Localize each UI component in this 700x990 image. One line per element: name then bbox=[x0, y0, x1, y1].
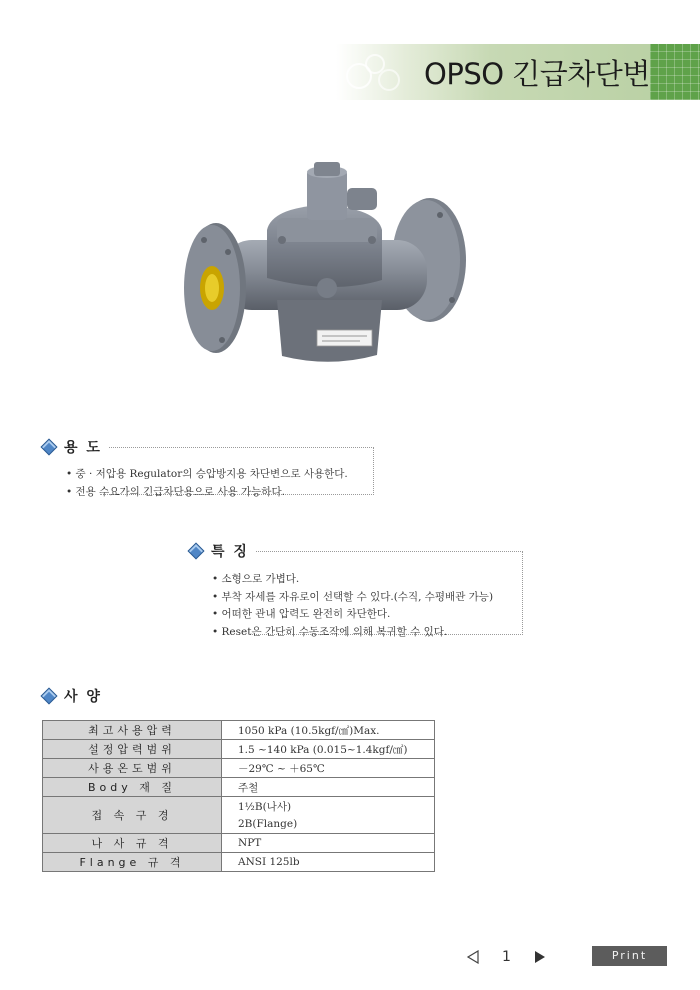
table-row bbox=[43, 853, 435, 872]
table-row bbox=[43, 834, 435, 853]
spec-value: 2B(Flange) bbox=[222, 815, 435, 834]
features-title: 특 징 bbox=[211, 544, 249, 560]
spec-value: NPT bbox=[222, 834, 435, 853]
spec-key: Flange 규 격 bbox=[43, 853, 222, 872]
spec-value: 1050 kPa (10.5kgf/㎠)Max. bbox=[222, 721, 435, 740]
table-row bbox=[43, 759, 435, 778]
table-row bbox=[43, 721, 435, 740]
spec-key: 설정압력범위 bbox=[43, 740, 222, 759]
spec-key: 나 사 규 격 bbox=[43, 834, 222, 853]
usage-section-header bbox=[40, 436, 108, 458]
spec-value: 주철 bbox=[222, 778, 435, 797]
list-item: • Reset은 간단히 수동조작에 의해 복귀할 수 있다. bbox=[212, 624, 493, 642]
spec-key: 최고사용압력 bbox=[43, 721, 222, 740]
valve-product-image bbox=[182, 160, 472, 400]
spec-table bbox=[42, 720, 435, 872]
table-row bbox=[43, 740, 435, 759]
spec-value: －29℃ ~ ＋65℃ bbox=[222, 759, 435, 778]
spec-title: 사 양 bbox=[64, 689, 102, 705]
spec-value: ANSI 125lb bbox=[222, 853, 435, 872]
spec-value: 1.5 ~140 kPa (0.015~1.4kgf/㎠) bbox=[222, 740, 435, 759]
list-item: • 소형으로 가볍다. bbox=[212, 571, 493, 589]
spec-section-header bbox=[40, 685, 102, 707]
table-row bbox=[43, 778, 435, 797]
list-item: • 어떠한 관내 압력도 완전히 차단한다. bbox=[212, 606, 493, 624]
print-button[interactable]: Print bbox=[592, 946, 667, 966]
page-number: 1 bbox=[502, 949, 511, 965]
next-page-icon[interactable] bbox=[533, 950, 547, 964]
diamond-bullet-icon bbox=[188, 543, 205, 560]
decorative-circles bbox=[345, 50, 405, 94]
spec-value: 1½B(나사) bbox=[222, 797, 435, 816]
list-item: • 중 · 저압용 Regulator의 승압방지용 차단변으로 사용한다. bbox=[66, 466, 348, 484]
table-row bbox=[43, 797, 435, 816]
features-section-header bbox=[187, 540, 255, 562]
page-title: OPSO 긴급차단변 bbox=[424, 57, 650, 91]
prev-page-icon[interactable] bbox=[466, 950, 480, 964]
diamond-bullet-icon bbox=[41, 439, 58, 456]
spec-key: 사용온도범위 bbox=[43, 759, 222, 778]
list-item: • 부착 자세를 자유로이 선택할 수 있다.(수직, 수평배관 가능) bbox=[212, 589, 493, 607]
usage-title: 용 도 bbox=[64, 440, 102, 456]
spec-key: Body 재 질 bbox=[43, 778, 222, 797]
diamond-bullet-icon bbox=[41, 688, 58, 705]
spec-key: 접 속 구 경 bbox=[43, 797, 222, 834]
usage-list bbox=[66, 466, 348, 501]
pager bbox=[466, 946, 547, 968]
list-item: • 전용 수요가의 긴급차단용으로 사용 가능하다. bbox=[66, 484, 348, 502]
features-list bbox=[212, 571, 493, 641]
